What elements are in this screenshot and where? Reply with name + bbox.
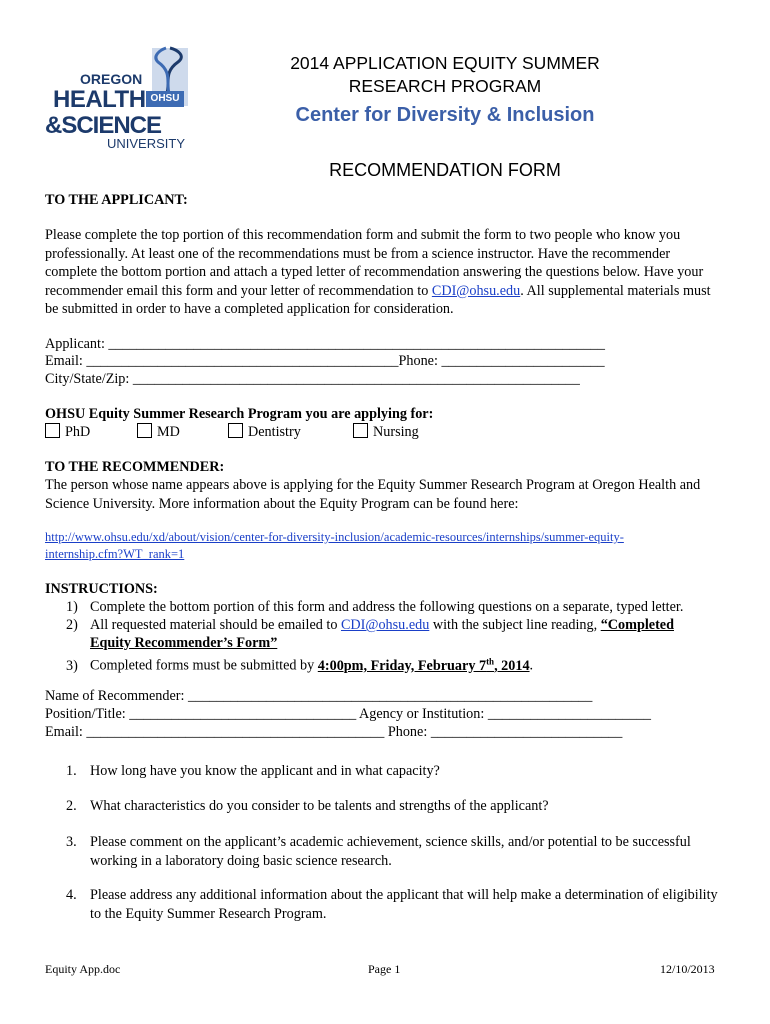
logo-ohsu-badge: OHSU bbox=[146, 91, 184, 107]
logo-oregon: OREGON bbox=[80, 71, 143, 87]
question-number: 4. bbox=[66, 887, 77, 903]
question-2 bbox=[66, 797, 726, 816]
deadline-sup: th bbox=[486, 656, 495, 666]
item-number: 3) bbox=[66, 657, 78, 674]
applicant-email-phone-field[interactable]: Email: ____________________________________________Phone: _______________________ bbox=[45, 353, 605, 369]
question-text: Please address any additional information about the applicant that will help make a determination of eligibility to the Equity Summer Research Program. bbox=[90, 887, 718, 922]
program-option-md[interactable] bbox=[137, 423, 180, 442]
applicant-field[interactable]: Applicant: ______________________________________________________________________ bbox=[45, 336, 605, 352]
instruction-item-2 bbox=[66, 616, 726, 635]
instruction-text: All requested material should be emailed to bbox=[90, 617, 341, 633]
applicant-para-part1: Please complete the top portion of this recommendation form and submit the form to two people who know you professionally. At least one of the recommendations must be from a science instructor. Have the recommender complete the bottom portion and attach a typed letter of recommendation answering the questions below. Have your recommender email this form and your letter of recommendation to bbox=[45, 227, 704, 299]
recommender-name-field[interactable]: Name of Recommender: _________________________________________________________ bbox=[45, 688, 593, 704]
ohsu-logo bbox=[45, 44, 190, 154]
recommender-heading: TO THE RECOMMENDER: bbox=[45, 459, 225, 475]
page-title-line1: 2014 APPLICATION EQUITY SUMMER bbox=[290, 53, 600, 73]
question-number: 2. bbox=[66, 798, 77, 814]
item-number: 1) bbox=[66, 599, 78, 615]
instruction-item-3 bbox=[66, 652, 726, 675]
program-option-phd[interactable] bbox=[45, 423, 90, 442]
instruction-text: Complete the bottom portion of this form and address the following questions on a separate, typed letter. bbox=[90, 599, 684, 615]
program-option-nursing[interactable] bbox=[353, 423, 419, 442]
city-state-zip-field[interactable]: City/State/Zip: _______________________________________________________________ bbox=[45, 371, 580, 387]
period: . bbox=[529, 657, 534, 674]
logo-health: HEALTH bbox=[53, 86, 146, 113]
question-4 bbox=[66, 886, 730, 923]
item-number: 2) bbox=[66, 617, 78, 633]
applicant-instructions bbox=[45, 226, 725, 319]
position-agency-field[interactable]: Position/Title: ________________________________ Agency or Institution: _______________________ bbox=[45, 706, 652, 722]
logo-university: UNIVERSITY bbox=[107, 136, 186, 151]
program-url-line1[interactable]: http://www.ohsu.edu/xd/about/vision/center-for-diversity-inclusion/academic-resources/internships/summer-equity- bbox=[45, 530, 624, 544]
program-option-dentistry[interactable] bbox=[228, 423, 301, 442]
question-3 bbox=[66, 833, 730, 870]
recommender-email-phone-field[interactable]: Email: __________________________________________ Phone: ___________________________ bbox=[45, 724, 623, 740]
checkbox-md[interactable] bbox=[137, 423, 152, 438]
cdi-email-link[interactable]: CDI@ohsu.edu bbox=[431, 282, 521, 299]
question-number: 3. bbox=[66, 834, 77, 850]
deadline-year: , 2014 bbox=[494, 657, 530, 674]
option-label: Nursing bbox=[373, 424, 419, 440]
checkbox-dentistry[interactable] bbox=[228, 423, 243, 438]
footer-page-number: Page 1 bbox=[368, 962, 401, 976]
instructions-heading: INSTRUCTIONS: bbox=[45, 581, 158, 597]
footer-filename: Equity App.doc bbox=[45, 962, 121, 976]
instruction-item-1 bbox=[66, 598, 726, 617]
form-title: RECOMMENDATION FORM bbox=[329, 160, 561, 180]
option-label: PhD bbox=[65, 424, 91, 440]
program-heading: OHSU Equity Summer Research Program you are applying for: bbox=[45, 406, 434, 422]
applicant-para-part2: . All supplemental materials must be submitted in order to have a completed application for consideration. bbox=[45, 282, 711, 317]
subject-line-text: Equity Recommender’s Form” bbox=[90, 635, 278, 651]
cdi-email-link-2[interactable]: CDI@ohsu.edu bbox=[340, 617, 430, 633]
subject-line-part1: “Completed bbox=[600, 617, 674, 633]
footer-date: 12/10/2013 bbox=[660, 962, 715, 976]
instruction-text: Completed forms must be submitted by bbox=[90, 657, 318, 674]
recommender-intro: The person whose name appears above is applying for the Equity Summer Research Program at Oregon Health and Science University. More information about the Equity Program can be found here: bbox=[45, 477, 701, 512]
option-label: MD bbox=[157, 424, 180, 440]
question-number: 1. bbox=[66, 763, 77, 779]
question-1 bbox=[66, 762, 726, 781]
deadline bbox=[318, 658, 530, 674]
page-title-line2: RESEARCH PROGRAM bbox=[348, 76, 542, 96]
applicant-heading: TO THE APPLICANT: bbox=[45, 192, 188, 208]
question-text: Please comment on the applicant’s academic achievement, science skills, and/or potential to be successful working in a laboratory doing basic science research. bbox=[90, 834, 691, 869]
option-label: Dentistry bbox=[248, 424, 301, 440]
deadline-date: 4:00pm, Friday, February 7 bbox=[317, 657, 487, 674]
logo-science: &SCIENCE bbox=[45, 112, 162, 139]
question-text: How long have you know the applicant and in what capacity? bbox=[90, 763, 440, 779]
program-url-link[interactable] bbox=[45, 529, 624, 562]
center-subtitle: Center for Diversity & Inclusion bbox=[295, 104, 595, 126]
subject-line-part2 bbox=[90, 634, 277, 653]
checkbox-nursing[interactable] bbox=[353, 423, 368, 438]
checkbox-phd[interactable] bbox=[45, 423, 60, 438]
question-text: What characteristics do you consider to be talents and strengths of the applicant? bbox=[90, 798, 549, 814]
program-url-line2[interactable]: internship.cfm?WT_rank=1 bbox=[45, 546, 185, 561]
instruction-text: with the subject line reading, bbox=[429, 617, 601, 633]
